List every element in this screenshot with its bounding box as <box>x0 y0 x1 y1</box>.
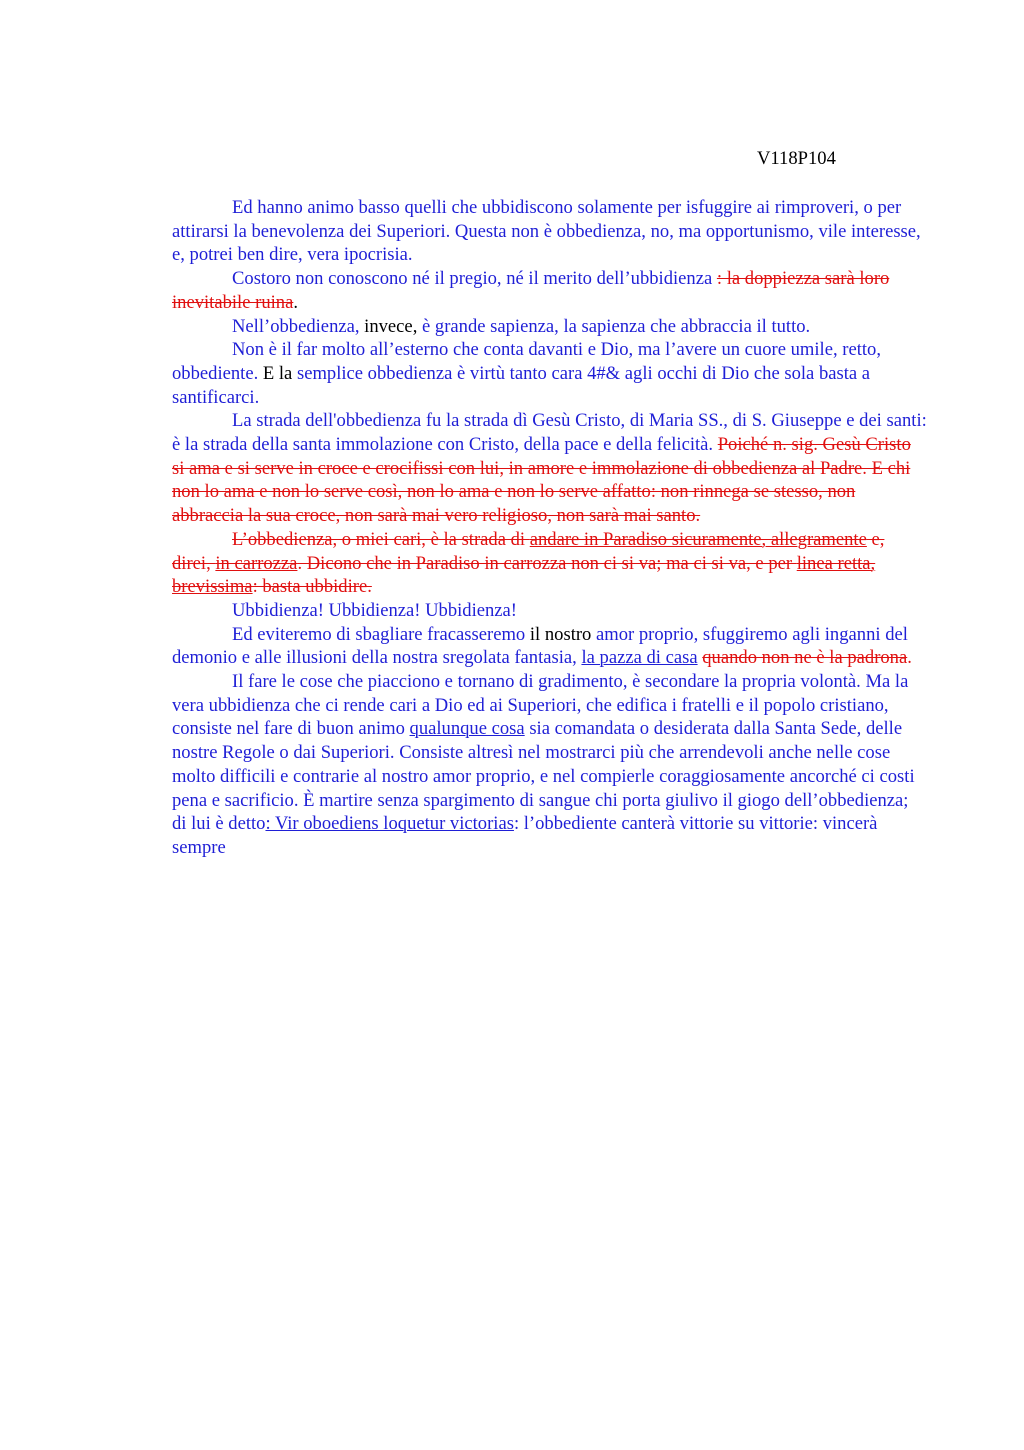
underlined-text-segment: : Vir oboediens loquetur victorias <box>265 813 514 835</box>
deleted-underlined-text-segment: in carrozza <box>215 552 298 574</box>
paragraph <box>172 599 927 623</box>
text-segment: semplice obbedienza è virtù tanto cara 4#& agli occhi di Dio che sola basta a santificarci. <box>172 362 871 408</box>
text-segment: Ed hanno animo basso quelli che ubbidiscono solamente per isfuggire ai rimproveri, o per attirarsi la benevolenza dei Superiori. Questa non è obbedienza, no, ma opportunismo, vile interesse, e, potrei ben dire, vera ipocrisia. <box>172 197 921 266</box>
text-segment: Il fare le cose che piacciono e tornano di gradimento, è secondare la propria volontà. Ma la vera ubbidienza che ci rende cari a Dio ed ai Superiori, che edifica i fratelli e il popolo cristiano, consiste nel fare di buon animo <box>172 671 909 740</box>
paragraph <box>172 670 927 860</box>
text-segment: sia comandata o desiderata dalla Santa Sede, delle nostre Regole o dai Superiori. Consiste altresì nel mostrarci più che arrendevoli anche nelle cose molto difficili e contrarie al nostro amor proprio, e nel compierle coraggiosamente ancorché ci costi pena e sacrificio. È martire senza spargimento di sangue chi porta giulivo il giogo dell’obbedienza; di lui è detto <box>172 718 915 835</box>
paragraph <box>172 267 927 314</box>
plain-text-segment: . <box>293 291 298 313</box>
text-segment: amor proprio, sfuggiremo agli inganni del demonio e alle illusioni della nostra sregolata fantasia, <box>172 623 908 669</box>
paragraph <box>172 409 927 528</box>
underlined-text-segment: qualunque cosa <box>409 718 525 740</box>
paragraph <box>172 338 927 409</box>
text-segment: Nell’obbedienza, <box>232 315 365 337</box>
text-segment: Ubbidienza! Ubbidienza! Ubbidienza! <box>232 599 517 621</box>
text-segment: Non è il far molto all’esterno che conta davanti e Dio, ma l’avere un cuore umile, retto, obbediente. <box>172 339 881 384</box>
paragraph <box>172 623 927 670</box>
text-segment: Costoro non conoscono né il pregio, né il merito dell’ubbidienza <box>232 268 717 290</box>
text-segment: La strada dell'obbedienza fu la strada dì Gesù Cristo, di Maria SS., di S. Giuseppe e dei santi: è la strada della santa immolazione con Cristo, della pace e della felicità. <box>172 410 927 456</box>
text-segment: è grande sapienza, la sapienza che abbraccia il tutto. <box>422 315 811 337</box>
plain-text-segment: invece, <box>364 315 422 337</box>
underlined-text-segment: la pazza di casa <box>581 647 698 669</box>
deleted-text-segment: : la doppiezza sarà loro inevitabile ruina <box>172 268 890 313</box>
deleted-underlined-text-segment: andare in Paradiso sicuramente, allegramente <box>529 528 867 550</box>
plain-text-segment: il nostro <box>529 623 597 645</box>
deleted-text-segment: quando non ne è la padrona <box>702 647 908 669</box>
deleted-text-segment: e, direi, <box>172 528 885 574</box>
deleted-text-segment: Poiché n. sig. Gesù Cristo si ama e si serve in croce e crocifissi con lui, in amore e immolazione di obbedienza al Padre. E chi non lo ama e non lo serve così, non lo ama e non lo serve affatto: non rinnega se stesso, non abbraccia la sua croce, non sarà mai vero religioso, non sarà mai santo. <box>172 434 911 527</box>
paragraph <box>172 315 927 339</box>
text-segment: . <box>907 647 912 669</box>
plain-text-segment: E la <box>262 362 297 384</box>
deleted-text-segment: . Dicono che in Paradiso in carrozza non ci si va; ma ci si va, e per <box>297 552 797 574</box>
document-body <box>172 196 927 860</box>
text-segment: Ed eviteremo di sbagliare fracasseremo <box>232 623 530 645</box>
deleted-underlined-text-segment: linea retta, brevissima <box>172 552 876 598</box>
text-segment: : l’obbediente canterà vittorie su vittorie: vincerà sempre <box>172 813 878 858</box>
paragraph <box>172 528 927 599</box>
paragraph <box>172 196 927 267</box>
deleted-text-segment: L’obbedienza, o miei cari, è la strada di <box>232 528 530 550</box>
page-identifier: V118P104 <box>757 148 836 169</box>
deleted-text-segment: : basta ubbidire. <box>252 576 372 598</box>
